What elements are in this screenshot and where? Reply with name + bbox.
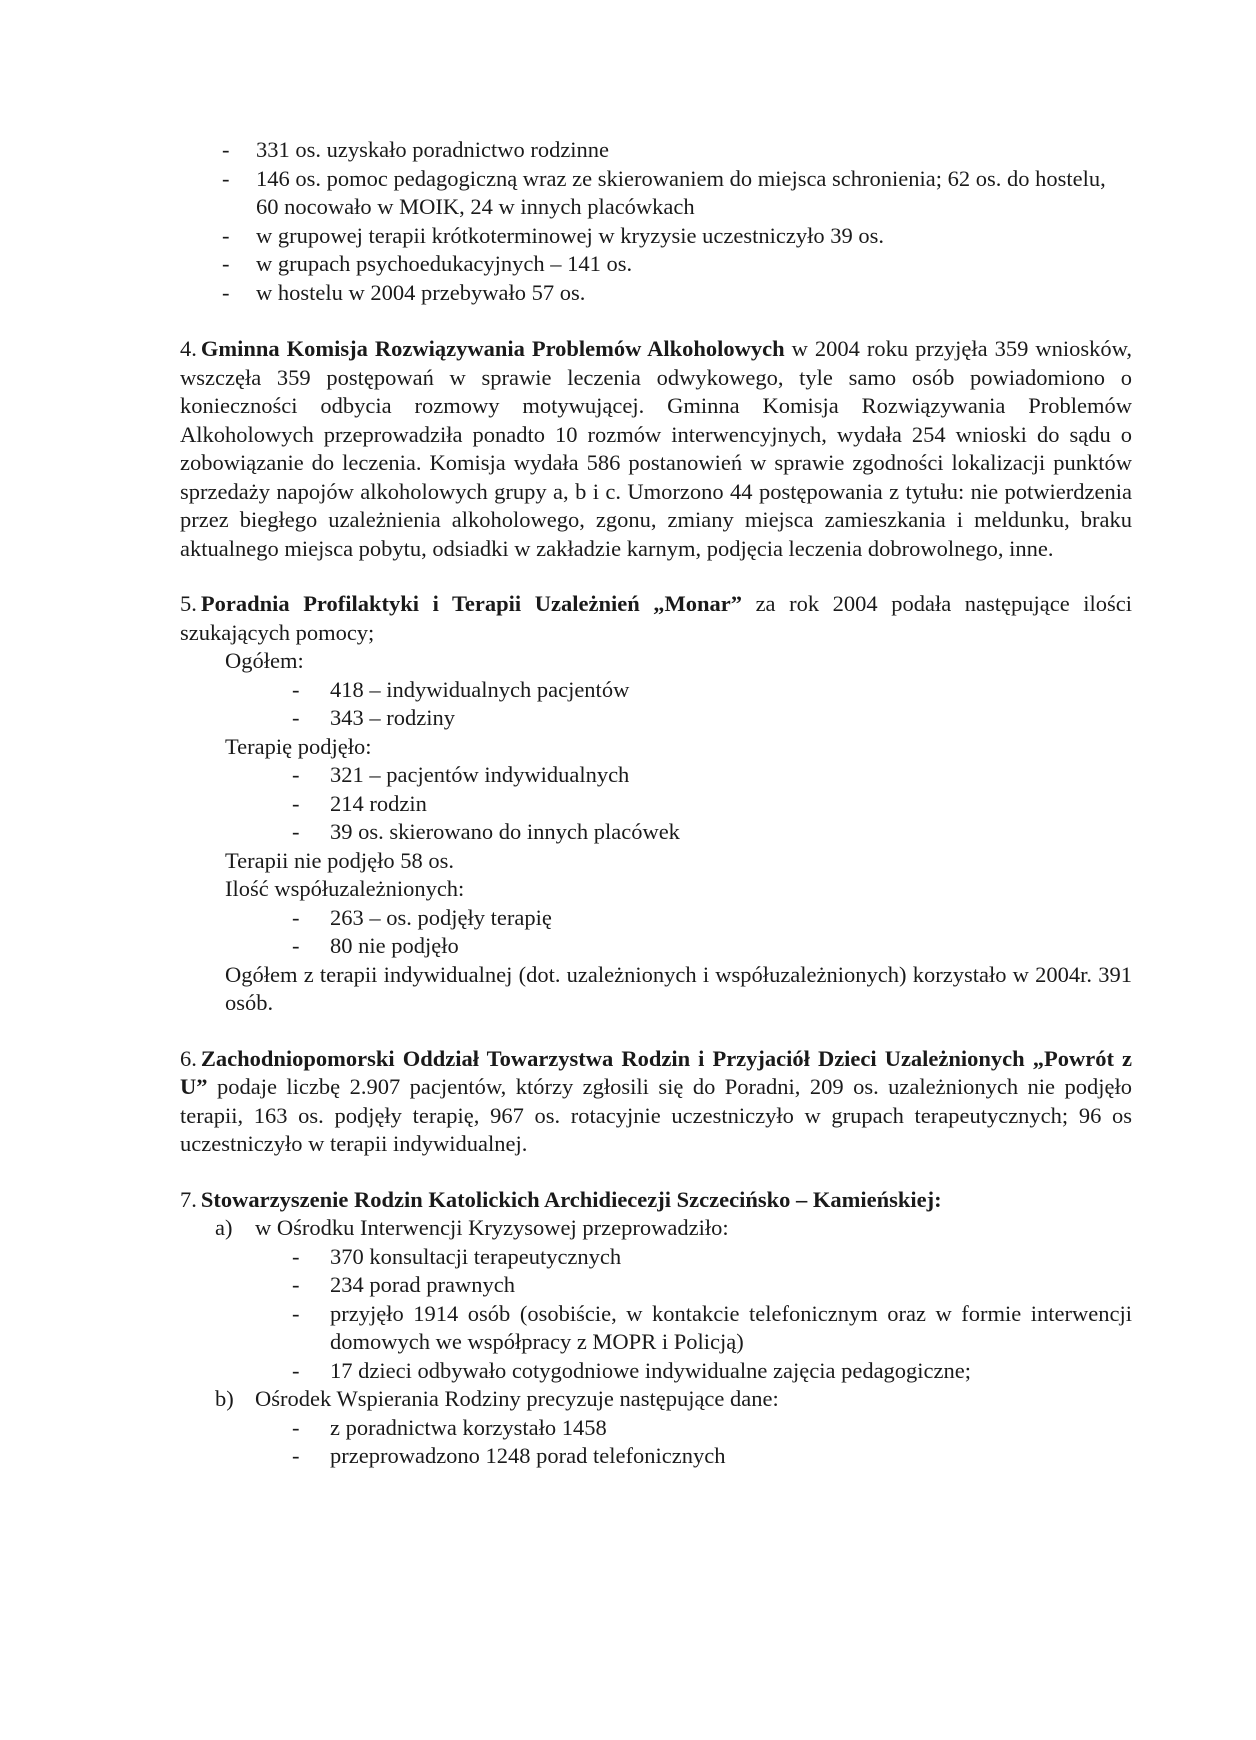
list-item: - w grupowej terapii krótkoterminowej w kryzysie uczestniczyło 39 os. bbox=[180, 222, 1132, 251]
list-item: - 146 os. pomoc pedagogiczną wraz ze skierowaniem do miejsca schronienia; 62 os. do hostelu, 60 nocowało w MOIK, 24 w innych placówkach bbox=[180, 165, 1132, 222]
section-title: Stowarzyszenie Rodzin Katolickich Archidiecezji Szczecińsko – Kamieńskiej: bbox=[200, 1186, 942, 1212]
list-item: - w grupach psychoedukacyjnych – 141 os. bbox=[180, 250, 1132, 279]
subsection-b-list bbox=[180, 1414, 1132, 1471]
subsection-marker: b) bbox=[215, 1386, 234, 1411]
list-item: - 17 dzieci odbywało cotygodniowe indywidualne zajęcia pedagogiczne; bbox=[180, 1357, 1132, 1386]
subsection-a bbox=[180, 1214, 1132, 1243]
subsection-a-list bbox=[180, 1243, 1132, 1386]
ogolem-label: Ogółem: bbox=[225, 648, 304, 673]
wspol-label: Ilość współuzależnionych: bbox=[225, 876, 465, 901]
wspol-list bbox=[180, 904, 1132, 961]
section-text: za rok 2004 podała następujące ilości szukających pomocy; bbox=[180, 591, 1132, 645]
ogolem-list bbox=[180, 676, 1132, 733]
section-5 bbox=[180, 590, 1132, 1018]
list-item: - przyjęło 1914 osób (osobiście, w kontakcie telefonicznym oraz w formie interwencji domowych we współpracy z MOPR i Policją) bbox=[180, 1300, 1132, 1357]
nie-podjelo-text: Terapii nie podjęło 58 os. bbox=[225, 847, 454, 873]
section-title: Zachodniopomorski Oddział Towarzystwa Rodzin i Przyjaciół Dzieci Uzależnionych „Powrót z U” bbox=[180, 1045, 1132, 1099]
subsection-label: w Ośrodku Interwencji Kryzysowej przeprowadziło: bbox=[255, 1215, 729, 1240]
subsection-label: Ośrodek Wspierania Rodziny precyzuje następujące dane: bbox=[255, 1386, 779, 1411]
subsection-marker: a) bbox=[215, 1215, 233, 1240]
subsection-b bbox=[180, 1385, 1132, 1414]
list-item: - 321 – pacjentów indywidualnych bbox=[180, 761, 1132, 790]
list-item: - przeprowadzono 1248 porad telefonicznych bbox=[180, 1442, 1132, 1471]
section-number: 7. bbox=[180, 1186, 197, 1212]
section-title: Gminna Komisja Rozwiązywania Problemów Alkoholowych bbox=[200, 336, 785, 361]
list-item: - 343 – rodziny bbox=[180, 704, 1132, 733]
section-text: w 2004 roku przyjęła 359 wniosków, wszczęła 359 postępowań w sprawie leczenia odwykowego, tyle samo osób powiadomiono o konieczności odbycia rozmowy motywującej. Gminna Komisja Rozwiązywania Problemów Alkoholowych przeprowadziła ponadto 10 rozmów interwencyjnych, wydała 254 wnioski do sądu o zobowiązanie do leczenia. Komisja wydała 586 postanowień w sprawie zgodności lokalizacji punktów sprzedaży napojów alkoholowych grupy a, b i c. Umorzono 44 postępowania z tytułu: nie potwierdzenia przez biegłego uzależnienia alkoholowego, zgonu, zmiany miejsca zamieszkania i meldunku, braku aktualnego miejsca pobytu, odsiadki w zakładzie karnym, podjęcia leczenia dobrowolnego, inne. bbox=[180, 336, 1132, 561]
summary-text: Ogółem z terapii indywidualnej (dot. uzależnionych i współuzależnionych) korzystało w 2004r. 391 osób. bbox=[225, 961, 1132, 1015]
list-item: - 80 nie podjęło bbox=[180, 932, 1132, 961]
terapie-list bbox=[180, 761, 1132, 847]
list-item: - 418 – indywidualnych pacjentów bbox=[180, 676, 1132, 705]
section-number: 5. bbox=[180, 591, 197, 616]
section-title: Poradnia Profilaktyki i Terapii Uzależnień „Monar” bbox=[200, 591, 743, 616]
terapie-label: Terapię podjęło: bbox=[225, 733, 372, 759]
list-item: - z poradnictwa korzystało 1458 bbox=[180, 1414, 1132, 1443]
section-number: 4. bbox=[180, 336, 197, 361]
section-4 bbox=[180, 335, 1132, 563]
list-item: - 214 rodzin bbox=[180, 790, 1132, 819]
list-item: - 234 porad prawnych bbox=[180, 1271, 1132, 1300]
list-item: - 39 os. skierowano do innych placówek bbox=[180, 818, 1132, 847]
section-number: 6. bbox=[180, 1045, 197, 1071]
document-content bbox=[180, 136, 1132, 1498]
section-text: podaje liczbę 2.907 pacjentów, którzy zgłosili się do Poradni, 209 os. uzależnionych nie podjęło terapii, 163 os. podjęły terapię, 967 os. rotacyjnie uczestniczyło w grupach terapeutycznych; 96 os uczestniczyło w terapii indywidualnej. bbox=[180, 1074, 1132, 1156]
section-6 bbox=[180, 1045, 1132, 1159]
section-7 bbox=[180, 1186, 1132, 1471]
list-item: - 331 os. uzyskało poradnictwo rodzinne bbox=[180, 136, 1132, 165]
list-item: - w hostelu w 2004 przebywało 57 os. bbox=[180, 279, 1132, 308]
list-item: - 370 konsultacji terapeutycznych bbox=[180, 1243, 1132, 1272]
intro-list bbox=[180, 136, 1132, 307]
list-item: - 263 – os. podjęły terapię bbox=[180, 904, 1132, 933]
